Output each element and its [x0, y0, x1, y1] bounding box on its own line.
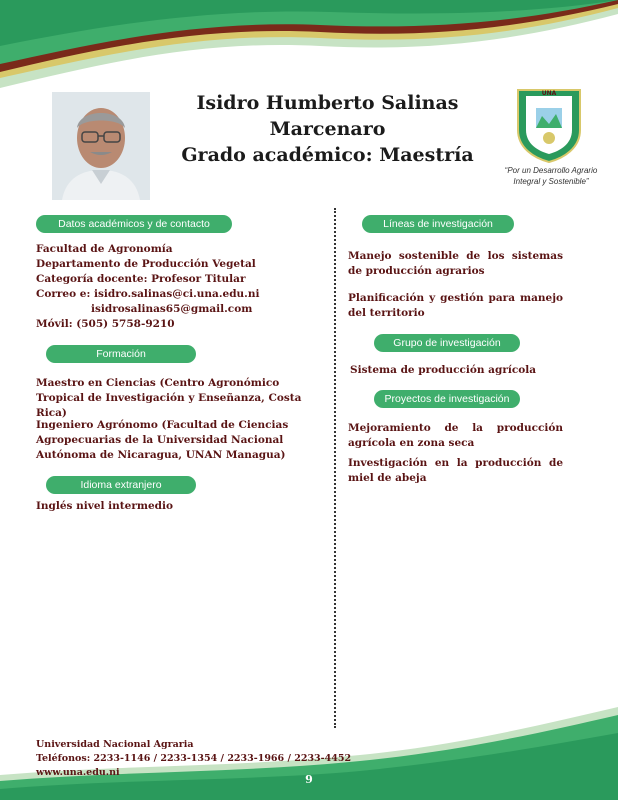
header-wave-decoration: [0, 0, 618, 90]
category-line: Categoría docente: Profesor Titular: [36, 273, 246, 285]
projects-section-heading: Proyectos de investigación: [374, 390, 520, 408]
language-section-heading: Idioma extranjero: [46, 476, 196, 494]
formation-item-2: Ingeniero Agrónomo (Facultad de Ciencias Agropecuarias de la Universidad Nacional Autónoma de Nicaragua, UNAN Managua): [36, 419, 289, 461]
footer-university: Universidad Nacional Agraria: [36, 739, 194, 750]
formation-section-heading: Formación: [46, 345, 196, 363]
footer-website-link[interactable]: www.una.edu.ni: [36, 767, 120, 778]
department-line: Departamento de Producción Vegetal: [36, 258, 256, 270]
project-item-1: Mejoramiento de la producción agrícola en zona seca: [348, 422, 563, 449]
faculty-line: Facultad de Agronomía: [36, 243, 173, 255]
research-line-1: Manejo sostenible de los sistemas de producción agrarios: [348, 250, 563, 277]
contact-info: [36, 242, 326, 332]
email-line: Correo e: isidro.salinas@ci.una.edu.ni: [36, 288, 260, 300]
email-alt-line: isidrosalinas65@gmail.com: [91, 303, 253, 315]
una-logo: [512, 86, 586, 164]
motto-line-1: “Por un Desarrollo Agrario: [504, 166, 598, 175]
profile-photo: [52, 92, 150, 200]
column-divider: [334, 208, 336, 728]
language-text: Inglés nivel intermedio: [36, 500, 173, 512]
svg-text:UNA: UNA: [541, 90, 557, 97]
research-line-2: Planificación y gestión para manejo del territorio: [348, 292, 563, 319]
profile-heading: [150, 90, 505, 168]
group-section-heading: Grupo de investigación: [374, 334, 520, 352]
contact-section-heading: Datos académicos y de contacto: [36, 215, 232, 233]
academic-degree: Grado académico: Maestría: [181, 144, 474, 166]
project-item-2: Investigación en la producción de miel de abeja: [348, 457, 563, 484]
mobile-line: Móvil: (505) 5758-9210: [36, 318, 175, 330]
professor-name: Isidro Humberto Salinas Marcenaro: [196, 92, 459, 140]
formation-item-1: Maestro en Ciencias (Centro Agronómico Tropical de Investigación y Enseñanza, Costa Rica): [36, 377, 302, 419]
motto-line-2: Integral y Sostenible”: [513, 177, 589, 186]
research-group-text: Sistema de producción agrícola: [350, 364, 537, 376]
research-section-heading: Líneas de investigación: [362, 215, 514, 233]
university-motto: [494, 165, 608, 187]
page-number: 9: [305, 773, 313, 786]
footer-phones: Teléfonos: 2233-1146 / 2233-1354 / 2233-1966 / 2233-4452: [36, 753, 352, 764]
